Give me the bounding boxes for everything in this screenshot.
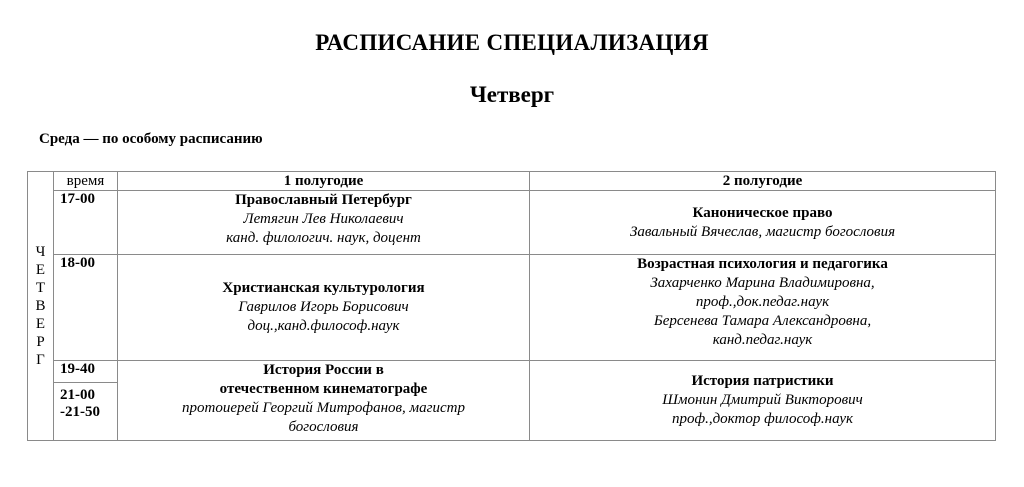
lesson-cell bbox=[530, 361, 996, 441]
degree: доц.,канд.философ.наук bbox=[247, 318, 400, 334]
header-time: время bbox=[54, 172, 118, 191]
teacher: Летягин Лев Николаевич bbox=[243, 211, 404, 227]
subject: Православный Петербург bbox=[235, 192, 412, 208]
lesson-cell bbox=[530, 191, 996, 255]
degree: канд.педаг.наук bbox=[712, 332, 813, 348]
degree: проф.,док.педаг.наук bbox=[695, 294, 830, 310]
table-row bbox=[28, 191, 996, 255]
wednesday-note: Среда — по особому расписанию bbox=[39, 131, 263, 147]
degree: канд. филологич. наук, доцент bbox=[226, 230, 421, 246]
day-letter: Р bbox=[36, 334, 45, 350]
subject: отечественном кинематографе bbox=[219, 381, 428, 397]
degree: проф.,доктор философ.наук bbox=[671, 411, 854, 427]
teacher: богословия bbox=[288, 419, 359, 435]
schedule-table bbox=[27, 171, 996, 441]
subject: Каноническое право bbox=[692, 204, 833, 221]
lesson-cell bbox=[118, 255, 530, 361]
time-end: -21-50 bbox=[60, 404, 100, 420]
day-label-vertical bbox=[28, 172, 54, 441]
day-letter: Т bbox=[35, 280, 46, 296]
page-title: РАСПИСАНИЕ СПЕЦИАЛИЗАЦИЯ bbox=[315, 30, 709, 55]
teacher: Гаврилов Игорь Борисович bbox=[238, 299, 409, 315]
teacher: Завальный Вячеслав, магистр богословия bbox=[629, 223, 896, 240]
lesson-cell bbox=[118, 191, 530, 255]
time-start: 21-00 bbox=[60, 387, 95, 403]
lesson-cell bbox=[118, 361, 530, 441]
teacher: протоиерей Георгий Митрофанов, магистр bbox=[182, 400, 465, 416]
day-letter: В bbox=[35, 298, 46, 314]
subject: История России в bbox=[263, 362, 384, 378]
time-cell bbox=[54, 383, 118, 441]
subject: Возрастная психология и педагогика bbox=[637, 256, 888, 272]
header-half1: 1 полугодие bbox=[118, 172, 530, 191]
table-row bbox=[28, 361, 996, 383]
day-heading: Четверг bbox=[469, 82, 555, 107]
day-letter: Г bbox=[36, 352, 45, 368]
time-cell: 18-00 bbox=[54, 255, 118, 361]
teacher: Захарченко Марина Владимировна, bbox=[650, 275, 875, 291]
teacher: Берсенева Тамара Александровна, bbox=[653, 313, 872, 329]
day-letter: Е bbox=[35, 262, 46, 278]
time-cell: 17-00 bbox=[54, 191, 118, 255]
day-letter: Е bbox=[35, 316, 46, 332]
lesson-cell bbox=[530, 255, 996, 361]
subject: Христианская культурология bbox=[222, 280, 425, 296]
day-letter: Ч bbox=[35, 244, 46, 260]
teacher: Шмонин Дмитрий Викторович bbox=[662, 392, 863, 408]
subject: История патристики bbox=[691, 373, 834, 389]
header-half2: 2 полугодие bbox=[530, 172, 996, 191]
time-cell: 19-40 bbox=[54, 361, 118, 383]
table-header-row bbox=[28, 172, 996, 191]
table-row bbox=[28, 255, 996, 361]
